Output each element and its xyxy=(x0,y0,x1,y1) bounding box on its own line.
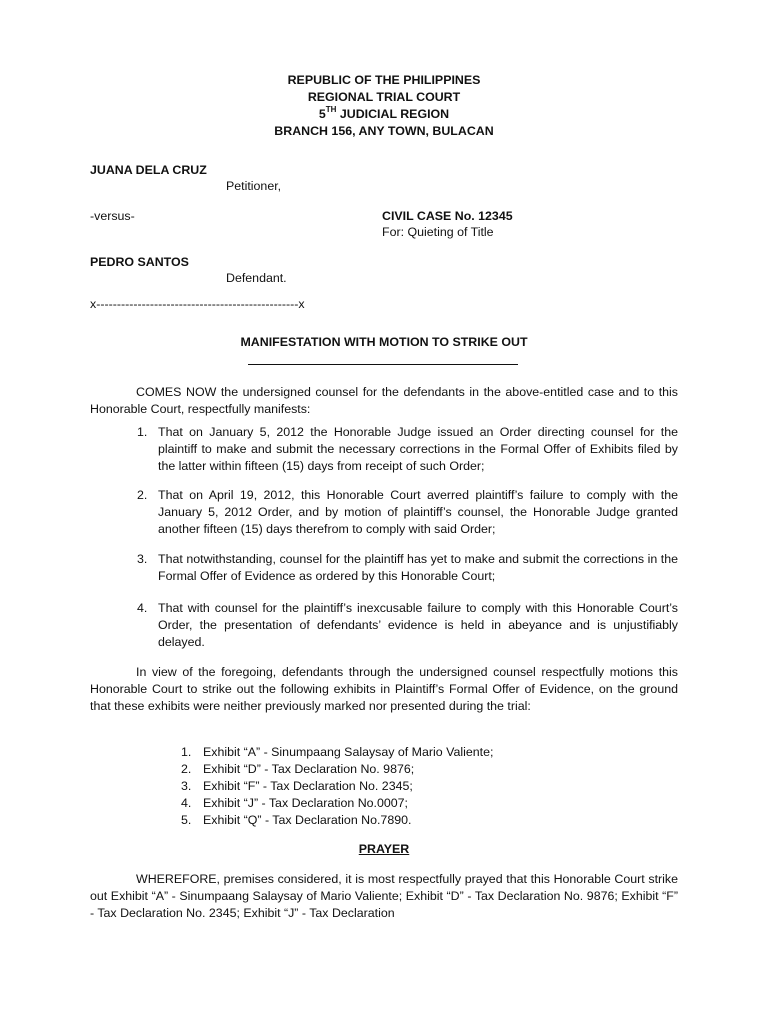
list-item xyxy=(137,551,678,585)
prayer-paragraph: WHEREFORE, premises considered, it is most respectfully prayed that this Honorable Court strike out Exhibit “A” - Sinumpaang Salaysay of Mario Valiente; Exhibit “D” - Tax Declaration No. 9876; Exhibit “F” - Tax Declaration No. 2345; Exhibit “J” - Tax Declaration xyxy=(90,872,678,920)
exhibit-list xyxy=(181,744,493,829)
manifestation-list-4 xyxy=(137,600,678,651)
item-text: That notwithstanding, counsel for the plaintiff has yet to make and submit the corrections in the Formal Offer of Evidence as ordered by this Honorable Court; xyxy=(158,552,678,583)
prayer-heading xyxy=(0,841,768,858)
item-text: That on January 5, 2012 the Honorable Judge issued an Order directing counsel for the plaintiff to make and submit the necessary corrections in the Formal Offer of Exhibits filed by the latter within fifteen (15) days from receipt of such Order; xyxy=(158,425,678,473)
exhibit-number: 5. xyxy=(181,813,192,827)
exhibit-text: Exhibit “J” - Tax Declaration No.0007; xyxy=(203,796,408,810)
manifestation-list xyxy=(137,424,678,475)
exhibit-item xyxy=(181,795,493,812)
item-number: 4. xyxy=(137,601,148,615)
court-header xyxy=(0,72,768,140)
motion-paragraph: In view of the foregoing, defendants through the undersigned counsel respectfully motions this Honorable Court to strike out the following exhibits in Plaintiff’s Formal Offer of Evidence, on the ground that these exhibits were neither previously marked nor presented during the trial: xyxy=(90,665,678,713)
case-subject: For: Quieting of Title xyxy=(382,225,494,239)
list-item xyxy=(137,424,678,475)
header-branch: BRANCH 156, ANY TOWN, BULACAN xyxy=(274,124,494,138)
item-number: 1. xyxy=(137,425,148,439)
exhibit-number: 2. xyxy=(181,762,192,776)
defendant-role: Defendant. xyxy=(226,271,287,285)
petitioner-name: JUANA DELA CRUZ xyxy=(90,163,207,177)
item-text: That with counsel for the plaintiff’s inexcusable failure to comply with this Honorable Court’s Order, the presentation of defendants’ evidence is held in abeyance and is unjustifiably delayed. xyxy=(158,601,678,649)
exhibit-number: 4. xyxy=(181,796,192,810)
region-label: JUDICIAL REGION xyxy=(336,107,450,121)
item-number: 2. xyxy=(137,488,148,502)
list-item xyxy=(137,487,678,538)
exhibit-item xyxy=(181,812,493,829)
header-region xyxy=(0,106,768,123)
petitioner-role: Petitioner, xyxy=(226,179,282,193)
header-court: REGIONAL TRIAL COURT xyxy=(307,90,461,104)
case-number: CIVIL CASE No. 12345 xyxy=(382,209,513,223)
region-number: 5 xyxy=(318,107,326,121)
exhibit-item xyxy=(181,778,493,795)
exhibit-number: 1. xyxy=(181,745,192,759)
manifestation-list-2 xyxy=(137,487,678,538)
item-number: 3. xyxy=(137,552,148,566)
title-underline xyxy=(248,364,518,365)
exhibit-text: Exhibit “D” - Tax Declaration No. 9876; xyxy=(203,762,415,776)
exhibit-text: Exhibit “A” - Sinumpaang Salaysay of Mario Valiente; xyxy=(203,745,494,759)
defendant-name: PEDRO SANTOS xyxy=(90,255,189,269)
exhibit-text: Exhibit “Q” - Tax Declaration No.7890. xyxy=(203,813,412,827)
prayer-heading-text: PRAYER xyxy=(358,842,410,856)
caption-separator: x-------------------------------------------------x xyxy=(90,297,305,311)
exhibit-item xyxy=(181,761,493,778)
exhibit-text: Exhibit “F” - Tax Declaration No. 2345; xyxy=(203,779,413,793)
exhibit-item xyxy=(181,744,493,761)
region-suffix: TH xyxy=(325,104,337,114)
intro-paragraph: COMES NOW the undersigned counsel for the defendants in the above-entitled case and to this Honorable Court, respectfully manifests: xyxy=(90,385,678,416)
document-title: MANIFESTATION WITH MOTION TO STRIKE OUT xyxy=(240,335,528,349)
item-text: That on April 19, 2012, this Honorable Court averred plaintiff’s failure to comply with the January 5, 2012 Order, and by motion of plaintiff’s counsel, the Honorable Judge granted another fifteen (15) days therefrom to comply with said Order; xyxy=(158,488,678,536)
exhibit-number: 3. xyxy=(181,779,192,793)
header-republic: REPUBLIC OF THE PHILIPPINES xyxy=(287,73,481,87)
versus-label: -versus- xyxy=(90,209,135,223)
list-item xyxy=(137,600,678,651)
manifestation-list-3 xyxy=(137,551,678,585)
